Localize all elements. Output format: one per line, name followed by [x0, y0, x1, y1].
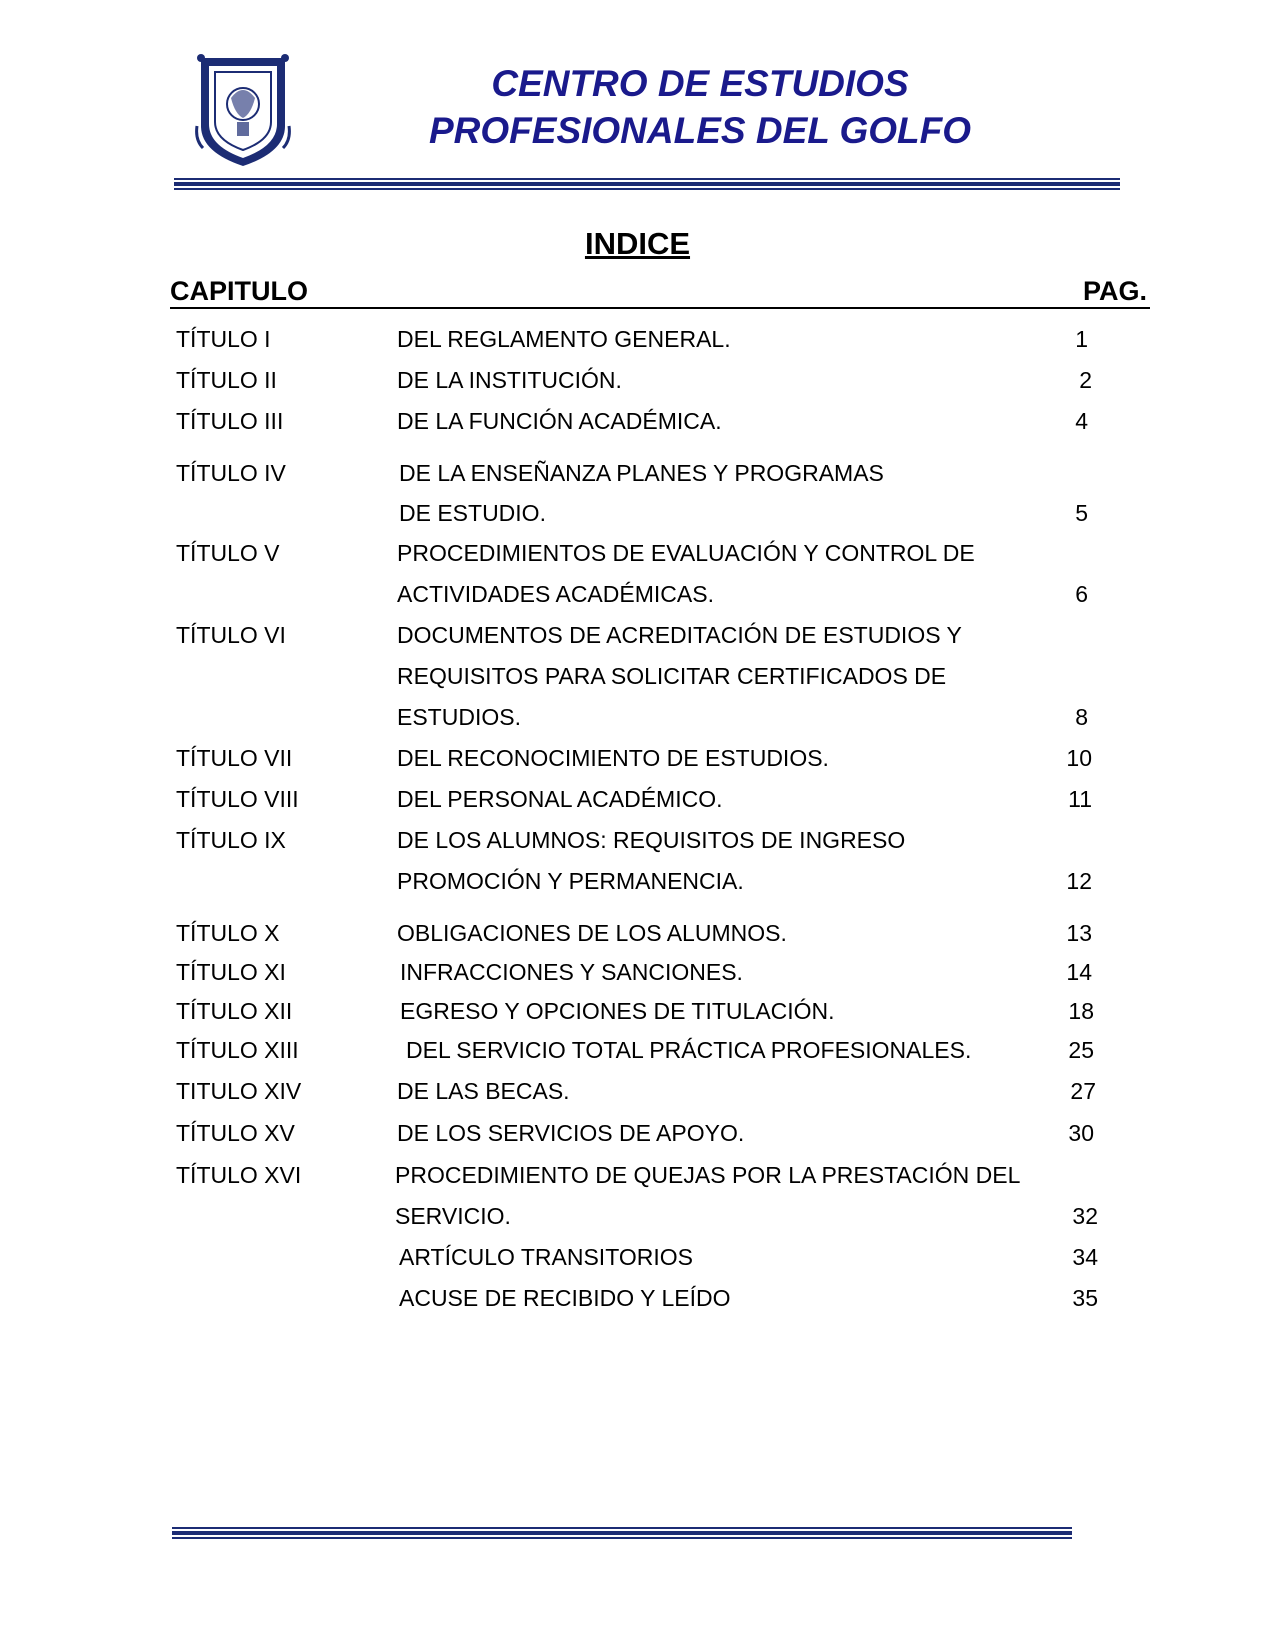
toc-title-text: PROMOCIÓN Y PERMANENCIA.: [397, 868, 744, 894]
toc-title-number: TITULO XIV: [176, 1078, 302, 1104]
toc-title-text: ACUSE DE RECIBIDO Y LEÍDO: [399, 1285, 731, 1311]
toc-page-number: 12: [1066, 868, 1092, 894]
toc-title-number: TÍTULO IX: [176, 827, 286, 853]
toc-title-text: OBLIGACIONES DE LOS ALUMNOS.: [397, 920, 787, 946]
title-line-2: PROFESIONALES DEL GOLFO: [428, 110, 972, 151]
toc-title-text: DE LA FUNCIÓN ACADÉMICA.: [397, 408, 722, 434]
toc-title-number: TÍTULO XII: [176, 998, 293, 1024]
toc-title-number: TÍTULO XIII: [176, 1037, 299, 1063]
toc-page-number: 18: [1068, 998, 1094, 1024]
toc-page-number: 35: [1072, 1285, 1098, 1311]
toc-title-number: TÍTULO XI: [176, 959, 286, 985]
toc-title-text: DEL REGLAMENTO GENERAL.: [397, 326, 731, 352]
toc-title-text: ARTÍCULO TRANSITORIOS: [399, 1244, 693, 1270]
toc-page-number: 6: [1075, 581, 1088, 607]
footer-rule: [172, 1527, 1072, 1539]
toc-title-text: DE ESTUDIO.: [399, 500, 546, 526]
toc-page-number: 32: [1072, 1203, 1098, 1229]
toc-title-text: DE LAS BECAS.: [397, 1078, 570, 1104]
toc-page-number: 1: [1075, 326, 1088, 352]
toc-page-number: 25: [1068, 1037, 1094, 1063]
toc-page-number: 34: [1072, 1244, 1098, 1270]
toc-page-number: 27: [1070, 1078, 1096, 1104]
toc-title-number: TÍTULO VI: [176, 622, 286, 648]
toc-title-number: TÍTULO I: [176, 326, 271, 352]
toc-title-text: PROCEDIMIENTOS DE EVALUACIÓN Y CONTROL DE: [397, 540, 975, 566]
toc-title-text: INFRACCIONES Y SANCIONES.: [400, 959, 743, 985]
column-header-divider: [170, 307, 1150, 309]
toc-title-number: TÍTULO IV: [176, 460, 286, 486]
toc-title-text: DEL PERSONAL ACADÉMICO.: [397, 786, 723, 812]
toc-page-number: 10: [1066, 745, 1092, 771]
toc-page-number: 30: [1068, 1120, 1094, 1146]
toc-title-text: ACTIVIDADES ACADÉMICAS.: [397, 581, 714, 607]
toc-title-number: TÍTULO III: [176, 408, 284, 434]
toc-page-number: 8: [1075, 704, 1088, 730]
toc-title-text: ESTUDIOS.: [397, 704, 521, 730]
toc-title-text: DOCUMENTOS DE ACREDITACIÓN DE ESTUDIOS Y: [397, 622, 962, 648]
toc-title-text: EGRESO Y OPCIONES DE TITULACIÓN.: [400, 998, 835, 1024]
toc-title-text: DE LA INSTITUCIÓN.: [397, 367, 622, 393]
institution-title: [400, 60, 1000, 154]
toc-page-number: 5: [1075, 500, 1088, 526]
header-rule: [174, 178, 1120, 190]
toc-title-number: TÍTULO X: [176, 920, 280, 946]
toc-title-text: PROCEDIMIENTO DE QUEJAS POR LA PRESTACIÓN DEL: [395, 1162, 1021, 1188]
index-title: INDICE: [584, 226, 691, 261]
toc-page-number: 11: [1068, 786, 1092, 812]
toc-title-text: REQUISITOS PARA SOLICITAR CERTIFICADOS DE: [397, 663, 947, 689]
toc-title-number: TÍTULO VIII: [176, 786, 299, 812]
toc-title-text: SERVICIO.: [395, 1203, 511, 1229]
toc-title-number: TÍTULO XVI: [176, 1162, 302, 1188]
toc-title-text: DE LOS ALUMNOS: REQUISITOS DE INGRESO: [397, 827, 906, 853]
title-line-1: CENTRO DE ESTUDIOS: [491, 63, 909, 104]
toc-title-number: TÍTULO XV: [176, 1120, 295, 1146]
toc-title-text: DE LOS SERVICIOS DE APOYO.: [397, 1120, 745, 1146]
column-header-page: PAG.: [1083, 276, 1148, 306]
column-header-chapter: CAPITULO: [170, 276, 308, 306]
toc-title-number: TÍTULO II: [176, 367, 277, 393]
toc-page-number: 13: [1066, 920, 1092, 946]
toc-title-text: DE LA ENSEÑANZA PLANES Y PROGRAMAS: [399, 460, 884, 486]
toc-title-text: DEL SERVICIO TOTAL PRÁCTICA PROFESIONALES.: [406, 1037, 972, 1063]
toc-page-number: 2: [1079, 367, 1092, 393]
institution-logo: [193, 52, 293, 170]
toc-title-text: DEL RECONOCIMIENTO DE ESTUDIOS.: [397, 745, 829, 771]
toc-title-number: TÍTULO VII: [176, 745, 293, 771]
toc-page-number: 4: [1075, 408, 1088, 434]
toc-page-number: 14: [1066, 959, 1092, 985]
toc-title-number: TÍTULO V: [176, 540, 280, 566]
